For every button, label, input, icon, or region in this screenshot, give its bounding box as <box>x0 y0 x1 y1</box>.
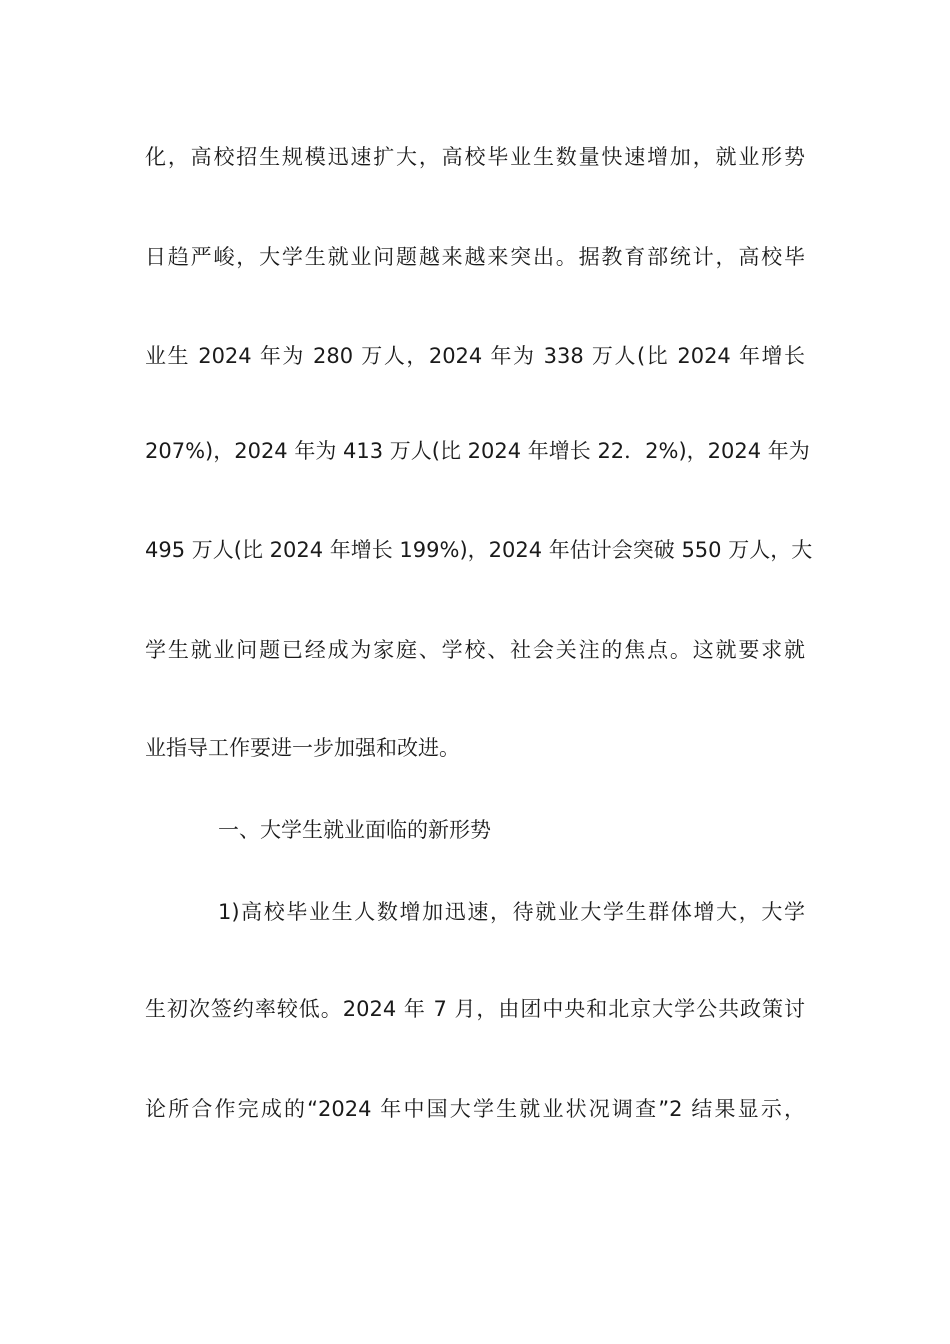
section-heading: 一、大学生就业面临的新形势 <box>218 818 491 842</box>
paragraph-line-7: 业指导工作要进一步加强和改进。 <box>145 736 460 760</box>
paragraph-line-3: 业生 2024 年为 280 万人，2024 年为 338 万人(比 2024 年增长 <box>145 344 805 368</box>
paragraph-line-4: 207%)，2024 年为 413 万人(比 2024 年增长 22．2%)，2024 年为 <box>145 439 810 463</box>
point-1-line-1: 1)高校毕业生人数增加迅速，待就业大学生群体增大，大学 <box>218 900 805 924</box>
paragraph-line-1: 化，高校招生规模迅速扩大，高校毕业生数量快速增加，就业形势 <box>145 145 805 169</box>
paragraph-line-2: 日趋严峻，大学生就业问题越来越来突出。据教育部统计，高校毕 <box>145 245 805 269</box>
paragraph-line-5: 495 万人(比 2024 年增长 199%)，2024 年估计会突破 550 万人，大 <box>145 538 813 562</box>
point-1-line-3: 论所合作完成的“2024 年中国大学生就业状况调查”2 结果显示， <box>145 1097 805 1121</box>
point-1-line-2: 生初次签约率较低。2024 年 7 月，由团中央和北京大学公共政策讨 <box>145 997 805 1021</box>
paragraph-line-6: 学生就业问题已经成为家庭、学校、社会关注的焦点。这就要求就 <box>145 638 805 662</box>
